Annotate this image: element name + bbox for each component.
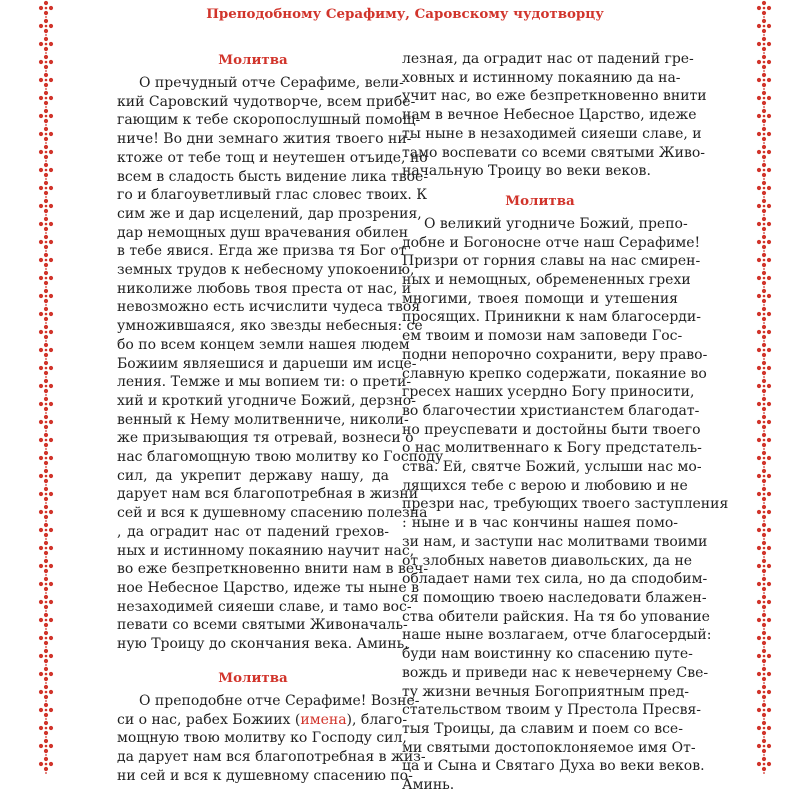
ornament-motif [757,469,771,486]
ornament-motif [757,19,771,36]
text-line: тамо воспевати со всеми святыми Живо- [402,144,705,161]
text-line: нас благомощную твою молитву ко Господу [117,449,444,466]
ornament-motif [39,37,53,54]
text-line: лезная, да оградит нас от падений гре- [402,51,694,67]
text-line: в тебе явися. Егда же призва тя Бог от [117,243,407,260]
ornament-motif [757,505,771,522]
text-line: : ныне и в час кончины нашея помо- [402,515,678,532]
ornament-motif [757,613,771,630]
text-line: просящих. Приникни к нам благосерди- [402,309,701,326]
text-line: ховных и истинному покаянию да на- [402,69,681,86]
prayer-heading-1: Молитва [218,52,288,68]
ornament-motif [39,595,53,612]
text-line [117,711,408,730]
ornament-motif [39,469,53,486]
text-line: кий Саровский чудотворче, всем прибе- [117,93,416,110]
ornament-motif [39,109,53,126]
text-line: тыя Троицы, да славим и поем со все- [402,720,683,737]
text-line: ни сей и вся к душевному спасению по- [117,767,413,784]
text-fragment: си о нас, рабех Божиих ( [117,711,301,728]
ornament-motif [39,307,53,324]
text-line: мощную твою молитву ко Господу сил, [117,730,407,747]
ornament-motif [39,397,53,414]
ornament-motif [39,505,53,522]
text-line: обладает нами тех сила, но да сподобим- [402,571,708,588]
ornament-motif [39,721,53,738]
ornament-motif [757,739,771,756]
text-line: ся помощию твоею наследовати блажен- [402,589,707,606]
names-placeholder: имена [300,711,347,728]
ornament-motif [39,649,53,666]
ornament-motif [757,181,771,198]
ornament-motif [757,343,771,360]
text-line: да дарует нам вся благопотребная в жиз- [117,748,426,765]
ornament-motif [39,415,53,432]
text-line: венный к Нему молитвенниче, николи- [117,411,409,428]
ornament-motif [39,271,53,288]
text-line: ниче! Во дни земнаго жития твоего ни- [117,131,412,148]
text-line: наше ныне возлагаем, отче благосердый: [402,627,712,644]
text-line: го и благоуветливый глас словес твоих. К [117,187,428,204]
ornament-motif [39,487,53,504]
text-line: ца и Сына и Святаго Духа во веки веков. [402,758,705,775]
ornament-motif [757,55,771,72]
ornament-motif [757,757,771,774]
text-line: земных трудов к небесному упокоению, [117,262,415,279]
ornament-motif [757,91,771,108]
ornament-motif [757,415,771,432]
ornament-motif [757,163,771,180]
ornament-motif [39,1,53,18]
text-line: многими, твоея помощи и утешения [402,290,678,307]
text-line: сил, да укрепит державу нашу, да [117,467,389,484]
ornament-motif [757,361,771,378]
ornament-motif [39,199,53,216]
text-line: ства обители райския. На тя бо упование [402,608,710,625]
ornament-motif [757,217,771,234]
prayer-heading-2: Молитва [218,669,288,686]
ornament-motif [757,721,771,738]
prayer-heading-3: Молитва [505,192,575,209]
ornament-motif [39,181,53,198]
ornament-motif [757,325,771,342]
text-line: дарует нам вся благопотребная в жизни [117,486,419,503]
text-line: славную крепко содержати, покаяние во [402,365,707,382]
ornament-motif [757,199,771,216]
text-line: сей и вся к душевному спасению полезна [117,505,428,522]
ornament-motif [39,289,53,306]
ornament-motif [39,19,53,36]
ornament-motif [39,577,53,594]
text-line: ты ныне в незаходимей сияеши славе, и [402,125,702,142]
text-line: же призывающия тя отревай, вознеси о [117,430,414,447]
text-line: ных и истинному покаянию научит нас, [117,542,415,559]
text-line: ем твоим и помози нам заповеди Гос- [402,328,683,345]
ornament-motif [757,523,771,540]
text-line: всем в сладость бысть видение лика твое- [117,168,429,185]
text-line: ных и немощных, обремененных грехи [402,272,691,289]
text-line: Призри от горния славы на нас смирен- [402,253,701,270]
text-line: незаходимей сияеши славе, и тамо вос- [117,598,412,615]
ornament-motif [39,253,53,270]
text-line: но преуспевати и достойны быти твоего [402,421,701,438]
text-line: во еже безпреткновенно внити нам в веч- [117,561,429,578]
ornament-motif [757,451,771,468]
text-line: Божиим являешися и дарueши им исце- [117,355,417,372]
right-ornament-border [756,0,772,780]
ornament-motif [757,541,771,558]
ornament-motif [39,163,53,180]
text-line: О преподобне отче Серафиме! Возне- [139,692,420,709]
text-line: ства. Ей, святче Божий, услыши нас мо- [402,459,702,476]
ornament-motif [39,343,53,360]
ornament-motif [757,703,771,720]
ornament-motif [39,361,53,378]
text-line: ления. Темже и мы вопием ти: о прети- [117,374,412,391]
left-ornament-border [38,0,54,780]
right-column [402,50,729,795]
ornament-motif [39,379,53,396]
ornament-motif [39,91,53,108]
ornament-motif [757,109,771,126]
text-line: учит нас, во еже безпреткновенно внити [402,88,707,105]
text-fragment: ), благо- [346,711,408,728]
text-line: певати со всеми святыми Живоначаль- [117,617,408,634]
text-line: вождь и приведи нас к невечернему Све- [402,664,709,681]
ornament-motif [39,757,53,774]
text-line: О великий угодниче Божий, препо- [424,215,688,232]
page-header: Преподобному Серафиму, Саровскому чудотворцу [206,6,604,22]
text-line: ктоже от тебе тощ и неутешен отъиде, но [117,149,428,166]
text-line: дар немощных душ врачевания обилен [117,224,409,241]
ornament-motif [757,127,771,144]
text-line: презри нас, требующих твоего заступления [402,496,729,513]
ornament-motif [39,325,53,342]
text-line: ное Небесное Царство, идеже ты ныне в [117,579,419,596]
ornament-motif [39,703,53,720]
text-line: ту жизни вечныя Богоприятным пред- [402,683,689,700]
ornament-motif [39,685,53,702]
text-line: нам в вечное Небесное Царство, идеже [402,107,697,124]
ornament-motif [757,37,771,54]
prayer-3-text [402,215,729,795]
text-line: о нас молитвеннаго к Богу предстатель- [402,440,702,457]
ornament-motif [39,55,53,72]
ornament-motif [757,595,771,612]
ornament-motif [757,271,771,288]
ornament-motif [39,145,53,162]
ornament-motif [39,541,53,558]
ornament-motif [39,667,53,684]
text-line: начальную Троицу во веки веков. [402,163,651,180]
ornament-motif [757,577,771,594]
ornament-motif [757,253,771,270]
text-line: гресех наших усердно Богу приносити, [402,384,695,401]
text-line: лящихся тебе с верою и любовию и не [402,477,688,494]
prayer-1-text [117,74,444,654]
ornament-motif [39,433,53,450]
text-line: бо по всем концем земли нашея людем [117,336,410,353]
prayer-2-continuation [402,50,707,181]
ornament-motif [757,289,771,306]
text-line: во благочестии христианстем благодат- [402,402,700,419]
text-line: николиже любовь твоя преста от нас, и [117,280,412,297]
ornament-motif [757,379,771,396]
ornament-motif [757,685,771,702]
text-line: добне и Богоносне отче наш Серафиме! [402,234,701,251]
ornament-motif [39,217,53,234]
text-line: подни непорочно сохранити, веру право- [402,346,708,363]
ornament-motif [39,73,53,90]
ornament-motif [757,307,771,324]
ornament-motif [757,397,771,414]
text-line: умножившаяся, яко звезды небесныя: се [117,318,423,335]
ornament-motif [757,1,771,18]
text-line: невозможно есть исчислити чудеса твоя [117,299,421,316]
ornament-motif [39,451,53,468]
text-line: , да оградит нас от падений грехов- [117,523,389,540]
text-line: от злобных наветов диавольских, да не [402,552,693,569]
text-line: стательством твоим у Престола Пресвя- [402,702,702,719]
ornament-motif [757,145,771,162]
ornament-motif [39,235,53,252]
text-line: ную Троицу до скончания века. Аминь. [117,636,409,653]
ornament-motif [39,127,53,144]
ornament-motif [39,613,53,630]
ornament-motif [39,559,53,576]
text-line: ми святыми достопоклоняемое имя От- [402,739,696,756]
ornament-motif [39,631,53,648]
text-line: Аминь. [402,777,455,794]
text-line: гающим к тебе скоропослушный помощ- [117,112,421,129]
ornament-motif [757,433,771,450]
ornament-motif [757,559,771,576]
text-line: хий и кроткий угодниче Божий, дерзно- [117,392,416,409]
ornament-motif [39,739,53,756]
ornament-motif [757,235,771,252]
left-column [117,50,444,785]
text-line: О пречудный отче Серафиме, вели- [139,75,404,91]
ornament-motif [757,73,771,90]
text-line: буди нам воистинну ко спасению путе- [402,646,693,663]
ornament-motif [757,487,771,504]
prayer-2-text [117,692,426,786]
ornament-motif [757,667,771,684]
text-line: сим же и дар исцелений, дар прозрения, [117,205,422,222]
ornament-motif [757,631,771,648]
text-line: зи нам, и заступи нас молитвами твоими [402,533,708,550]
ornament-motif [757,649,771,666]
ornament-motif [39,523,53,540]
